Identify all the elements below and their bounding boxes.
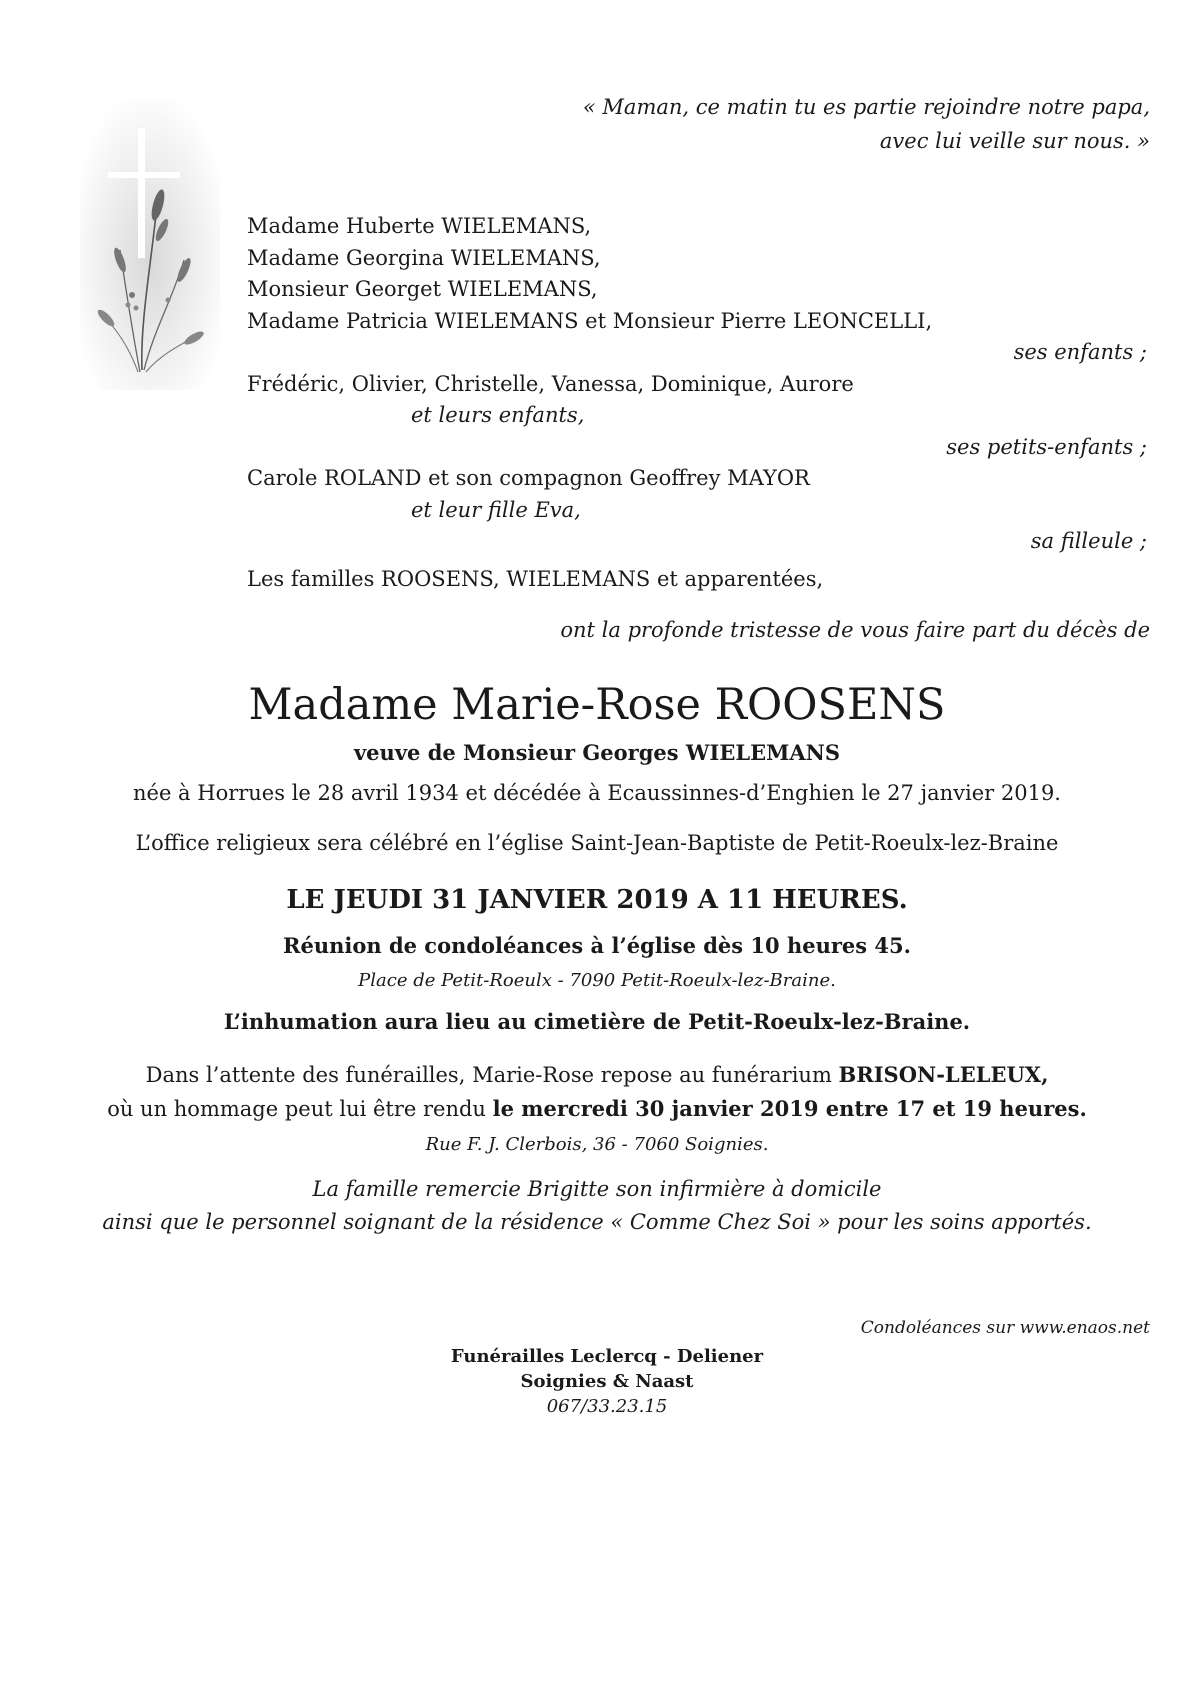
wake-info bbox=[0, 1058, 1194, 1126]
condolences-meeting: Réunion de condoléances à l’église dès 10 heures 45. bbox=[283, 933, 911, 958]
wake-line-1 bbox=[0, 1058, 1194, 1092]
epigraph-line-2: avec lui veille sur nous. » bbox=[879, 129, 1150, 153]
family-list bbox=[247, 211, 1147, 595]
wake-line-2-text: où un hommage peut lui être rendu bbox=[107, 1097, 493, 1121]
announcement: ont la profonde tristesse de vous faire part du décès de bbox=[560, 618, 1150, 642]
church-address: Place de Petit-Roeulx - 7090 Petit-Roeulx-lez-Braine. bbox=[358, 970, 836, 991]
grandchildren-names: Frédéric, Olivier, Christelle, Vanessa, Dominique, Aurore bbox=[247, 371, 854, 396]
child-name: Monsieur Georget WIELEMANS, bbox=[247, 277, 598, 301]
widow-of: veuve de Monsieur Georges WIELEMANS bbox=[353, 740, 840, 765]
wake-date: le mercredi 30 janvier 2019 entre 17 et 19 heures. bbox=[492, 1096, 1087, 1121]
undertaker-block bbox=[0, 1344, 1194, 1419]
grandchildren-relation: ses petits-enfants ; bbox=[946, 434, 1147, 459]
undertaker-name: Funérailles Leclercq - Deliener bbox=[450, 1346, 764, 1367]
wake-line-2 bbox=[0, 1092, 1194, 1126]
grandchildren-sub: et leurs enfants, bbox=[411, 403, 585, 427]
ceremony-date: LE JEUDI 31 JANVIER 2019 A 11 HEURES. bbox=[286, 885, 908, 915]
child-name: Madame Patricia WIELEMANS et Monsieur Pierre LEONCELLI, bbox=[247, 308, 933, 333]
thanks-line-1: La famille remercie Brigitte son infirmière à domicile bbox=[312, 1177, 882, 1201]
thanks-line-2: ainsi que le personnel soignant de la résidence « Comme Chez Soi » pour les soins apportés. bbox=[102, 1210, 1092, 1234]
wake-line-1-text: Dans l’attente des funérailles, Marie-Rose repose au funérarium bbox=[145, 1063, 839, 1087]
main-block bbox=[0, 678, 1194, 1239]
undertaker-locations: Soignies & Naast bbox=[520, 1371, 694, 1392]
children-relation: ses enfants ; bbox=[1013, 340, 1147, 364]
deceased-name: Madame Marie-Rose ROOSENS bbox=[248, 680, 946, 730]
thanks bbox=[0, 1173, 1194, 1239]
undertaker-phone: 067/33.23.15 bbox=[546, 1396, 668, 1417]
birth-death-info: née à Horrues le 28 avril 1934 et décédée à Ecaussinnes-d’Enghien le 27 janvier 2019. bbox=[133, 781, 1061, 805]
goddaughter-relation: sa filleule ; bbox=[1030, 529, 1147, 553]
epigraph bbox=[530, 90, 1150, 158]
child-name: Madame Georgina WIELEMANS, bbox=[247, 245, 601, 270]
cross-wheat-motif bbox=[80, 100, 220, 390]
online-condolences: Condoléances sur www.enaos.net bbox=[860, 1318, 1150, 1338]
funeral-home-address: Rue F. J. Clerbois, 36 - 7060 Soignies. bbox=[425, 1134, 769, 1155]
epigraph-line-1: « Maman, ce matin tu es partie rejoindre notre papa, bbox=[582, 95, 1150, 119]
goddaughter-sub: et leur fille Eva, bbox=[411, 497, 581, 522]
child-name: Madame Huberte WIELEMANS, bbox=[247, 214, 592, 238]
funeral-home-name: BRISON-LELEUX, bbox=[838, 1062, 1049, 1087]
families-line: Les familles ROOSENS, WIELEMANS et apparentées, bbox=[247, 566, 824, 591]
religious-office: L’office religieux sera célébré en l’église Saint-Jean-Baptiste de Petit-Roeulx-lez-Braine bbox=[135, 831, 1059, 855]
goddaughter-names: Carole ROLAND et son compagnon Geoffrey MAYOR bbox=[247, 466, 810, 490]
burial-info: L’inhumation aura lieu au cimetière de Petit-Roeulx-lez-Braine. bbox=[223, 1009, 971, 1034]
